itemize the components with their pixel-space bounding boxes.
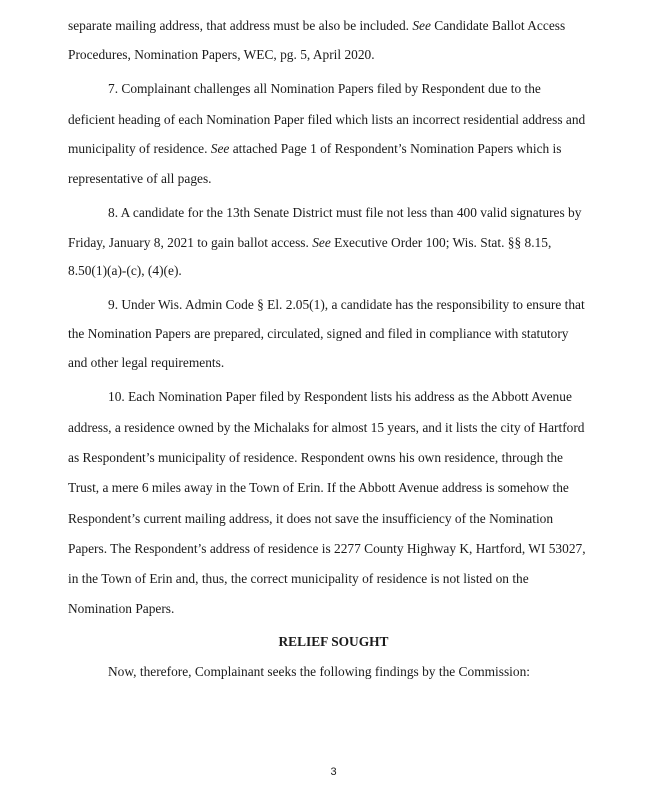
paragraph-line: in the Town of Erin and, thus, the correct municipality of residence is not listed on the bbox=[68, 571, 529, 586]
paragraph-line: municipality of residence. See attached Page 1 of Respondent’s Nomination Papers which is bbox=[68, 141, 562, 156]
paragraph-line: as Respondent’s municipality of residence. Respondent owns his own residence, through the bbox=[68, 450, 563, 465]
closing-line: Now, therefore, Complainant seeks the following findings by the Commission: bbox=[108, 664, 530, 679]
paragraph-8-start: 8. A candidate for the 13th Senate District must file not less than 400 valid signatures by bbox=[108, 205, 582, 220]
paragraph-line: Procedures, Nomination Papers, WEC, pg. 5, April 2020. bbox=[68, 47, 375, 62]
paragraph-line: the Nomination Papers are prepared, circulated, signed and filed in compliance with statutory bbox=[68, 326, 569, 341]
paragraph-line: deficient heading of each Nomination Paper filed which lists an incorrect residential address and bbox=[68, 112, 586, 127]
section-heading: RELIEF SOUGHT bbox=[278, 634, 389, 649]
page-number: 3 bbox=[330, 766, 337, 778]
paragraph-line: Trust, a mere 6 miles away in the Town of Erin. If the Abbott Avenue address is somehow the bbox=[68, 480, 569, 495]
paragraph-7-start: 7. Complainant challenges all Nomination Papers filed by Respondent due to the bbox=[108, 81, 541, 96]
paragraph-line: Friday, January 8, 2021 to gain ballot access. See Executive Order 100; Wis. Stat. §§ 8.15, bbox=[68, 235, 552, 250]
paragraph-9-start: 9. Under Wis. Admin Code § El. 2.05(1), a candidate has the responsibility to ensure that bbox=[108, 297, 585, 312]
paragraph-line: representative of all pages. bbox=[68, 171, 212, 186]
paragraph-line: 8.50(1)(a)-(c), (4)(e). bbox=[68, 263, 182, 278]
paragraph-line: address, a residence owned by the Michalaks for almost 15 years, and it lists the city of Hartford bbox=[68, 420, 585, 435]
paragraph-line: Nomination Papers. bbox=[68, 601, 175, 616]
paragraph-line: and other legal requirements. bbox=[68, 355, 225, 370]
paragraph-line: Papers. The Respondent’s address of residence is 2277 County Highway K, Hartford, WI 53027, bbox=[68, 541, 586, 556]
paragraph-line: Respondent’s current mailing address, it does not save the insufficiency of the Nomination bbox=[68, 511, 554, 526]
paragraph-line: separate mailing address, that address must be also be included. See Candidate Ballot Access bbox=[68, 18, 566, 33]
paragraph-10-start: 10. Each Nomination Paper filed by Respondent lists his address as the Abbott Avenue bbox=[108, 389, 572, 404]
